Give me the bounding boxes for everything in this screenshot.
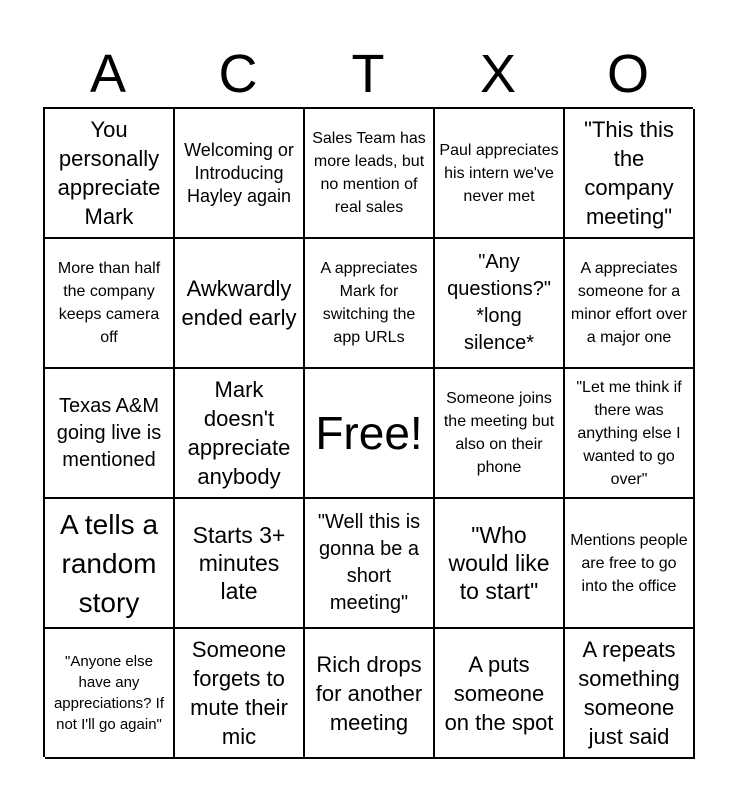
cell-text: Mentions people are free to go into the office (570, 531, 688, 595)
cell-text: Awkwardly ended early (181, 276, 297, 330)
cell-text: You personally appreciate Mark (57, 117, 161, 229)
bingo-cell[interactable] (175, 109, 305, 239)
cell-text: Sales Team has more leads, but no mention of real sales (312, 130, 426, 216)
cell-text: "Anyone else have any appreciations? If not I'll go again" (53, 653, 165, 733)
bingo-board (43, 107, 693, 757)
bingo-cell[interactable] (175, 239, 305, 369)
bingo-cell[interactable] (175, 369, 305, 499)
cell-text: A repeats something someone just said (578, 637, 680, 749)
bingo-cell[interactable] (305, 629, 435, 759)
cell-text: Starts 3+ minutes late (192, 522, 286, 604)
cell-text: A puts someone on the spot (444, 651, 554, 735)
bingo-cell[interactable] (565, 239, 695, 369)
header-letter: O (606, 44, 649, 104)
bingo-cell[interactable] (565, 109, 695, 239)
bingo-cell[interactable] (305, 499, 435, 629)
cell-text: "Who would like to start" (448, 522, 550, 604)
header-letter: A (89, 44, 127, 104)
bingo-cell[interactable] (45, 369, 175, 499)
cell-text: "This this the company meeting" (584, 117, 674, 229)
bingo-cell[interactable] (435, 109, 565, 239)
bingo-cell[interactable] (45, 629, 175, 759)
header-letter: T (351, 44, 385, 104)
cell-text: Rich drops for another meeting (315, 651, 423, 735)
free-space[interactable] (305, 369, 435, 499)
cell-text: A appreciates Mark for switching the app URLs (320, 260, 418, 346)
bingo-cell[interactable] (175, 629, 305, 759)
bingo-cell[interactable] (435, 239, 565, 369)
bingo-cell[interactable] (435, 629, 565, 759)
cell-text: "Well this is gonna be a short meeting" (317, 511, 421, 614)
cell-text: A appreciates someone for a minor effort over a major one (570, 260, 688, 346)
header-letter: C (218, 44, 258, 104)
bingo-cell[interactable] (305, 109, 435, 239)
cell-text: Texas A&M going live is mentioned (56, 394, 162, 471)
header-letter: X (479, 44, 517, 104)
cell-text: "Any questions?" *long silence* (447, 251, 551, 354)
cell-text: "Let me think if there was anything else I wanted to go over" (576, 378, 682, 488)
bingo-cell[interactable] (565, 629, 695, 759)
bingo-header (43, 44, 693, 104)
bingo-cell[interactable] (435, 369, 565, 499)
bingo-cell[interactable] (565, 369, 695, 499)
cell-text: Paul appreciates his intern we've never met (439, 141, 559, 205)
cell-text: Someone forgets to mute their mic (190, 637, 288, 749)
bingo-cell[interactable] (565, 499, 695, 629)
bingo-cell[interactable] (305, 239, 435, 369)
cell-text: A tells a random story (59, 508, 159, 618)
cell-text: Free! (315, 407, 423, 459)
cell-text: Someone joins the meeting but also on their phone (443, 390, 555, 476)
cell-text: Welcoming or Introducing Hayley again (184, 139, 294, 206)
bingo-cell[interactable] (45, 109, 175, 239)
bingo-cell[interactable] (45, 239, 175, 369)
cell-text: More than half the company keeps camera off (57, 260, 161, 346)
cell-text: Mark doesn't appreciate anybody (187, 377, 291, 489)
bingo-cell[interactable] (45, 499, 175, 629)
bingo-cell[interactable] (175, 499, 305, 629)
bingo-cell[interactable] (435, 499, 565, 629)
